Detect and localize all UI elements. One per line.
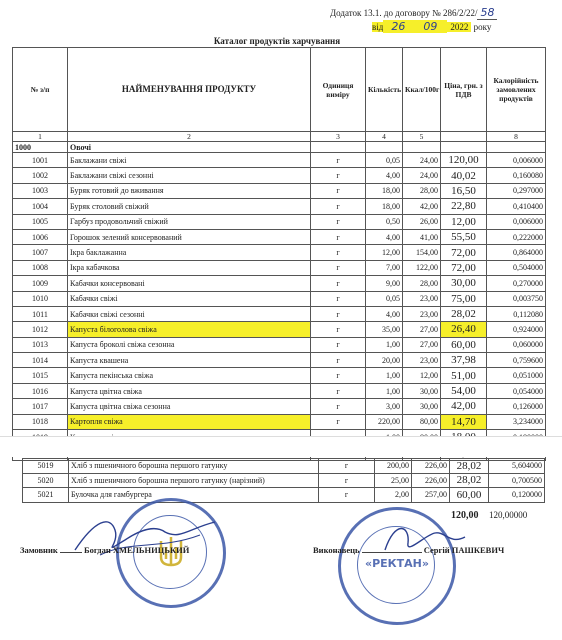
section-code: 1000 <box>13 142 68 153</box>
product-name: Хліб з пшеничного борошна першого гатунку (нарізний) <box>69 473 319 488</box>
calories: 0,410400 <box>487 199 546 214</box>
quantity: 4,00 <box>366 168 403 183</box>
kcal: 30,00 <box>403 399 441 414</box>
quantity: 220,00 <box>366 414 403 429</box>
calories: 0,700500 <box>489 473 545 488</box>
row-number: 1013 <box>13 337 68 352</box>
price: 51,00 <box>441 368 487 383</box>
calories: 0,864000 <box>487 245 546 260</box>
kcal: 23,00 <box>403 353 441 368</box>
quantity: 3,00 <box>366 399 403 414</box>
product-name: Капуста броколі свіжа сезонна <box>68 337 311 352</box>
customer-label: Замовник <box>20 545 58 555</box>
table-row <box>13 399 546 414</box>
section-row <box>13 142 546 153</box>
appendix-header <box>330 6 555 34</box>
calories: 0,060000 <box>487 337 546 352</box>
unit: г <box>311 245 366 260</box>
kcal: 24,00 <box>403 168 441 183</box>
unit: г <box>311 276 366 291</box>
kcal: 28,00 <box>403 183 441 198</box>
calories: 0,297000 <box>487 183 546 198</box>
kcal: 27,00 <box>403 322 441 337</box>
customer-signature-line <box>20 545 189 555</box>
kcal: 80,00 <box>403 414 441 429</box>
table-row <box>13 414 546 429</box>
row-number: 1018 <box>13 414 68 429</box>
product-name: Кабачки свіжі <box>68 291 311 306</box>
price: 54,00 <box>441 383 487 398</box>
date-prefix: від <box>372 22 384 32</box>
calories: 0,222000 <box>487 229 546 244</box>
row-number: 1015 <box>13 368 68 383</box>
product-name: Хліб з пшеничного борошна першого гатунку <box>69 459 319 474</box>
calories: 5,604000 <box>489 459 545 474</box>
calories: 3,234000 <box>487 414 546 429</box>
table-row <box>13 229 546 244</box>
table-row <box>13 322 546 337</box>
kcal: 26,00 <box>403 214 441 229</box>
kcal: 226,00 <box>412 459 450 474</box>
quantity: 0,05 <box>366 291 403 306</box>
calories: 0,126000 <box>487 399 546 414</box>
appendix-text: Додаток 13.1. до договору № 286/2/22/ <box>330 8 478 18</box>
col-number: 2 <box>68 132 311 142</box>
product-name: Гарбуз продовольчий свіжий <box>68 214 311 229</box>
price: 12,00 <box>441 214 487 229</box>
header-num: № з/п <box>13 48 68 132</box>
date-day: 26 <box>383 20 413 33</box>
quantity: 20,00 <box>366 353 403 368</box>
header-calories: Калорійність замовлених продуктів <box>487 48 546 132</box>
product-name: Буряк готовий до вживання <box>68 183 311 198</box>
price: 28,02 <box>450 459 489 474</box>
row-number: 1003 <box>13 183 68 198</box>
kcal: 27,00 <box>403 337 441 352</box>
quantity: 2,00 <box>375 488 412 503</box>
price: 28,02 <box>441 306 487 321</box>
row-number: 1011 <box>13 306 68 321</box>
row-number: 5019 <box>23 459 69 474</box>
calories: 0,006000 <box>487 214 546 229</box>
total-price: 120,00 <box>451 510 479 521</box>
table-row <box>13 383 546 398</box>
product-name: Капуста квашена <box>68 353 311 368</box>
table-row <box>13 276 546 291</box>
quantity: 4,00 <box>366 306 403 321</box>
product-name: Кабачки консервовані <box>68 276 311 291</box>
unit: г <box>311 214 366 229</box>
unit: г <box>311 306 366 321</box>
calories: 0,112080 <box>487 306 546 321</box>
col-number: 3 <box>311 132 366 142</box>
product-name: Баклажани свіжі сезонні <box>68 168 311 183</box>
column-numbers-row <box>13 132 546 142</box>
calories: 0,120000 <box>489 488 545 503</box>
unit: г <box>311 229 366 244</box>
kcal: 23,00 <box>403 291 441 306</box>
unit: г <box>311 322 366 337</box>
appendix-line <box>330 8 497 18</box>
table-row <box>13 337 546 352</box>
unit: г <box>311 414 366 429</box>
row-number: 1004 <box>13 199 68 214</box>
quantity: 200,00 <box>375 459 412 474</box>
kcal: 257,00 <box>412 488 450 503</box>
catalog-table <box>12 47 546 461</box>
calories: 0,504000 <box>487 260 546 275</box>
quantity: 9,00 <box>366 276 403 291</box>
table-row <box>13 245 546 260</box>
unit: г <box>311 368 366 383</box>
col-number: 4 <box>366 132 403 142</box>
unit: г <box>311 337 366 352</box>
row-number: 1012 <box>13 322 68 337</box>
header-name: НАЙМЕНУВАННЯ ПРОДУКТУ <box>68 48 311 132</box>
unit: г <box>311 399 366 414</box>
appendix-date <box>330 20 555 34</box>
customer-signature <box>70 510 220 565</box>
catalog-title: Каталог продуктів харчування <box>213 36 341 46</box>
quantity: 4,00 <box>366 229 403 244</box>
col-number: 1 <box>13 132 68 142</box>
kcal: 41,00 <box>403 229 441 244</box>
unit: г <box>319 488 375 503</box>
calories: 0,270000 <box>487 276 546 291</box>
kcal: 12,00 <box>403 368 441 383</box>
price: 16,50 <box>441 183 487 198</box>
kcal: 42,00 <box>403 199 441 214</box>
header-qty: Кількість <box>366 48 403 132</box>
catalog-table-continued <box>22 458 545 503</box>
quantity: 18,00 <box>366 199 403 214</box>
product-name: Капуста білоголова свіжа <box>68 322 311 337</box>
section-name: Овочі <box>68 142 311 153</box>
quantity: 7,00 <box>366 260 403 275</box>
product-name: Капуста цвітна свіжа <box>68 383 311 398</box>
row-number: 5020 <box>23 473 69 488</box>
unit: г <box>311 183 366 198</box>
table-row <box>13 153 546 168</box>
contract-suffix: 58 <box>477 6 497 20</box>
row-number: 1017 <box>13 399 68 414</box>
quantity: 25,00 <box>375 473 412 488</box>
kcal: 23,00 <box>403 306 441 321</box>
price: 22,80 <box>441 199 487 214</box>
kcal: 24,00 <box>403 153 441 168</box>
price: 30,00 <box>441 276 487 291</box>
quantity: 1,00 <box>366 337 403 352</box>
product-name: Кабачки свіжі сезонні <box>68 306 311 321</box>
row-number: 1005 <box>13 214 68 229</box>
price: 72,00 <box>441 245 487 260</box>
quantity: 18,00 <box>366 183 403 198</box>
table-row <box>23 488 545 503</box>
header-price: Ціна, грн. з ПДВ <box>441 48 487 132</box>
table-row <box>13 168 546 183</box>
calories: 0,160080 <box>487 168 546 183</box>
calories: 0,054000 <box>487 383 546 398</box>
kcal: 226,00 <box>412 473 450 488</box>
row-number: 1016 <box>13 383 68 398</box>
price: 14,70 <box>441 414 487 429</box>
kcal: 122,00 <box>403 260 441 275</box>
col-number: 5 <box>403 132 441 142</box>
unit: г <box>319 473 375 488</box>
unit: г <box>319 459 375 474</box>
quantity: 35,00 <box>366 322 403 337</box>
price: 28,02 <box>450 473 489 488</box>
contractor-label: Виконавець <box>313 545 360 555</box>
row-number: 1014 <box>13 353 68 368</box>
product-name: Капуста цвітна свіжа сезонна <box>68 399 311 414</box>
col-number <box>441 132 487 142</box>
date-year-suffix: року <box>473 22 492 32</box>
total-calories: 120,00000 <box>489 510 528 520</box>
header-kcal: Ккал/100г <box>403 48 441 132</box>
quantity: 0,05 <box>366 153 403 168</box>
calories: 0,924000 <box>487 322 546 337</box>
row-number: 1002 <box>13 168 68 183</box>
quantity: 1,00 <box>366 383 403 398</box>
table-row <box>13 214 546 229</box>
unit: г <box>311 199 366 214</box>
header-unit: Одиниця виміру <box>311 48 366 132</box>
calories: 0,003750 <box>487 291 546 306</box>
product-name: Горошок зелений консервований <box>68 229 311 244</box>
contractor-name: Сергій ПАШКЕВИЧ <box>423 545 505 555</box>
product-name: Картопля свіжа <box>68 414 311 429</box>
row-number: 1009 <box>13 276 68 291</box>
price: 55,50 <box>441 229 487 244</box>
table-row <box>23 473 545 488</box>
product-name: Ікра кабачкова <box>68 260 311 275</box>
product-name: Баклажани свіжі <box>68 153 311 168</box>
quantity: 0,50 <box>366 214 403 229</box>
row-number: 1001 <box>13 153 68 168</box>
quantity: 12,00 <box>366 245 403 260</box>
date-year: 2022 <box>447 22 471 32</box>
calories: 0,051000 <box>487 368 546 383</box>
price: 40,02 <box>441 168 487 183</box>
table-row <box>13 353 546 368</box>
product-name: Капуста пекінська свіжа <box>68 368 311 383</box>
row-number: 5021 <box>23 488 69 503</box>
price: 72,00 <box>441 260 487 275</box>
product-name: Буряк столовий свіжий <box>68 199 311 214</box>
customer-name: Богдан ХМЕЛЬНИЦЬКИЙ <box>84 545 190 555</box>
unit: г <box>311 260 366 275</box>
row-number: 1010 <box>13 291 68 306</box>
price: 42,00 <box>441 399 487 414</box>
product-name: Булочка для гамбургера <box>69 488 319 503</box>
row-number: 1006 <box>13 229 68 244</box>
table-row <box>13 306 546 321</box>
row-number: 1008 <box>13 260 68 275</box>
kcal: 28,00 <box>403 276 441 291</box>
kcal: 154,00 <box>403 245 441 260</box>
page-break <box>0 436 562 457</box>
table-row <box>13 199 546 214</box>
date-month: 09 <box>413 20 447 33</box>
price: 60,00 <box>450 488 489 503</box>
product-name: Ікра баклажанна <box>68 245 311 260</box>
unit: г <box>311 383 366 398</box>
table-row <box>13 183 546 198</box>
table-row <box>13 368 546 383</box>
calories: 0,006000 <box>487 153 546 168</box>
row-number: 1007 <box>13 245 68 260</box>
unit: г <box>311 353 366 368</box>
price: 37,98 <box>441 353 487 368</box>
unit: г <box>311 153 366 168</box>
unit: г <box>311 168 366 183</box>
unit: г <box>311 291 366 306</box>
quantity: 1,00 <box>366 368 403 383</box>
price: 60,00 <box>441 337 487 352</box>
contractor-stamp-text: «РЕКТАН» <box>364 557 429 570</box>
price: 26,40 <box>441 322 487 337</box>
price: 120,00 <box>441 153 487 168</box>
calories: 0,759600 <box>487 353 546 368</box>
contractor-signature-line <box>313 545 504 555</box>
table-row <box>13 291 546 306</box>
price: 75,00 <box>441 291 487 306</box>
col-number: 8 <box>487 132 546 142</box>
table-row <box>23 459 545 474</box>
table-row <box>13 260 546 275</box>
kcal: 30,00 <box>403 383 441 398</box>
